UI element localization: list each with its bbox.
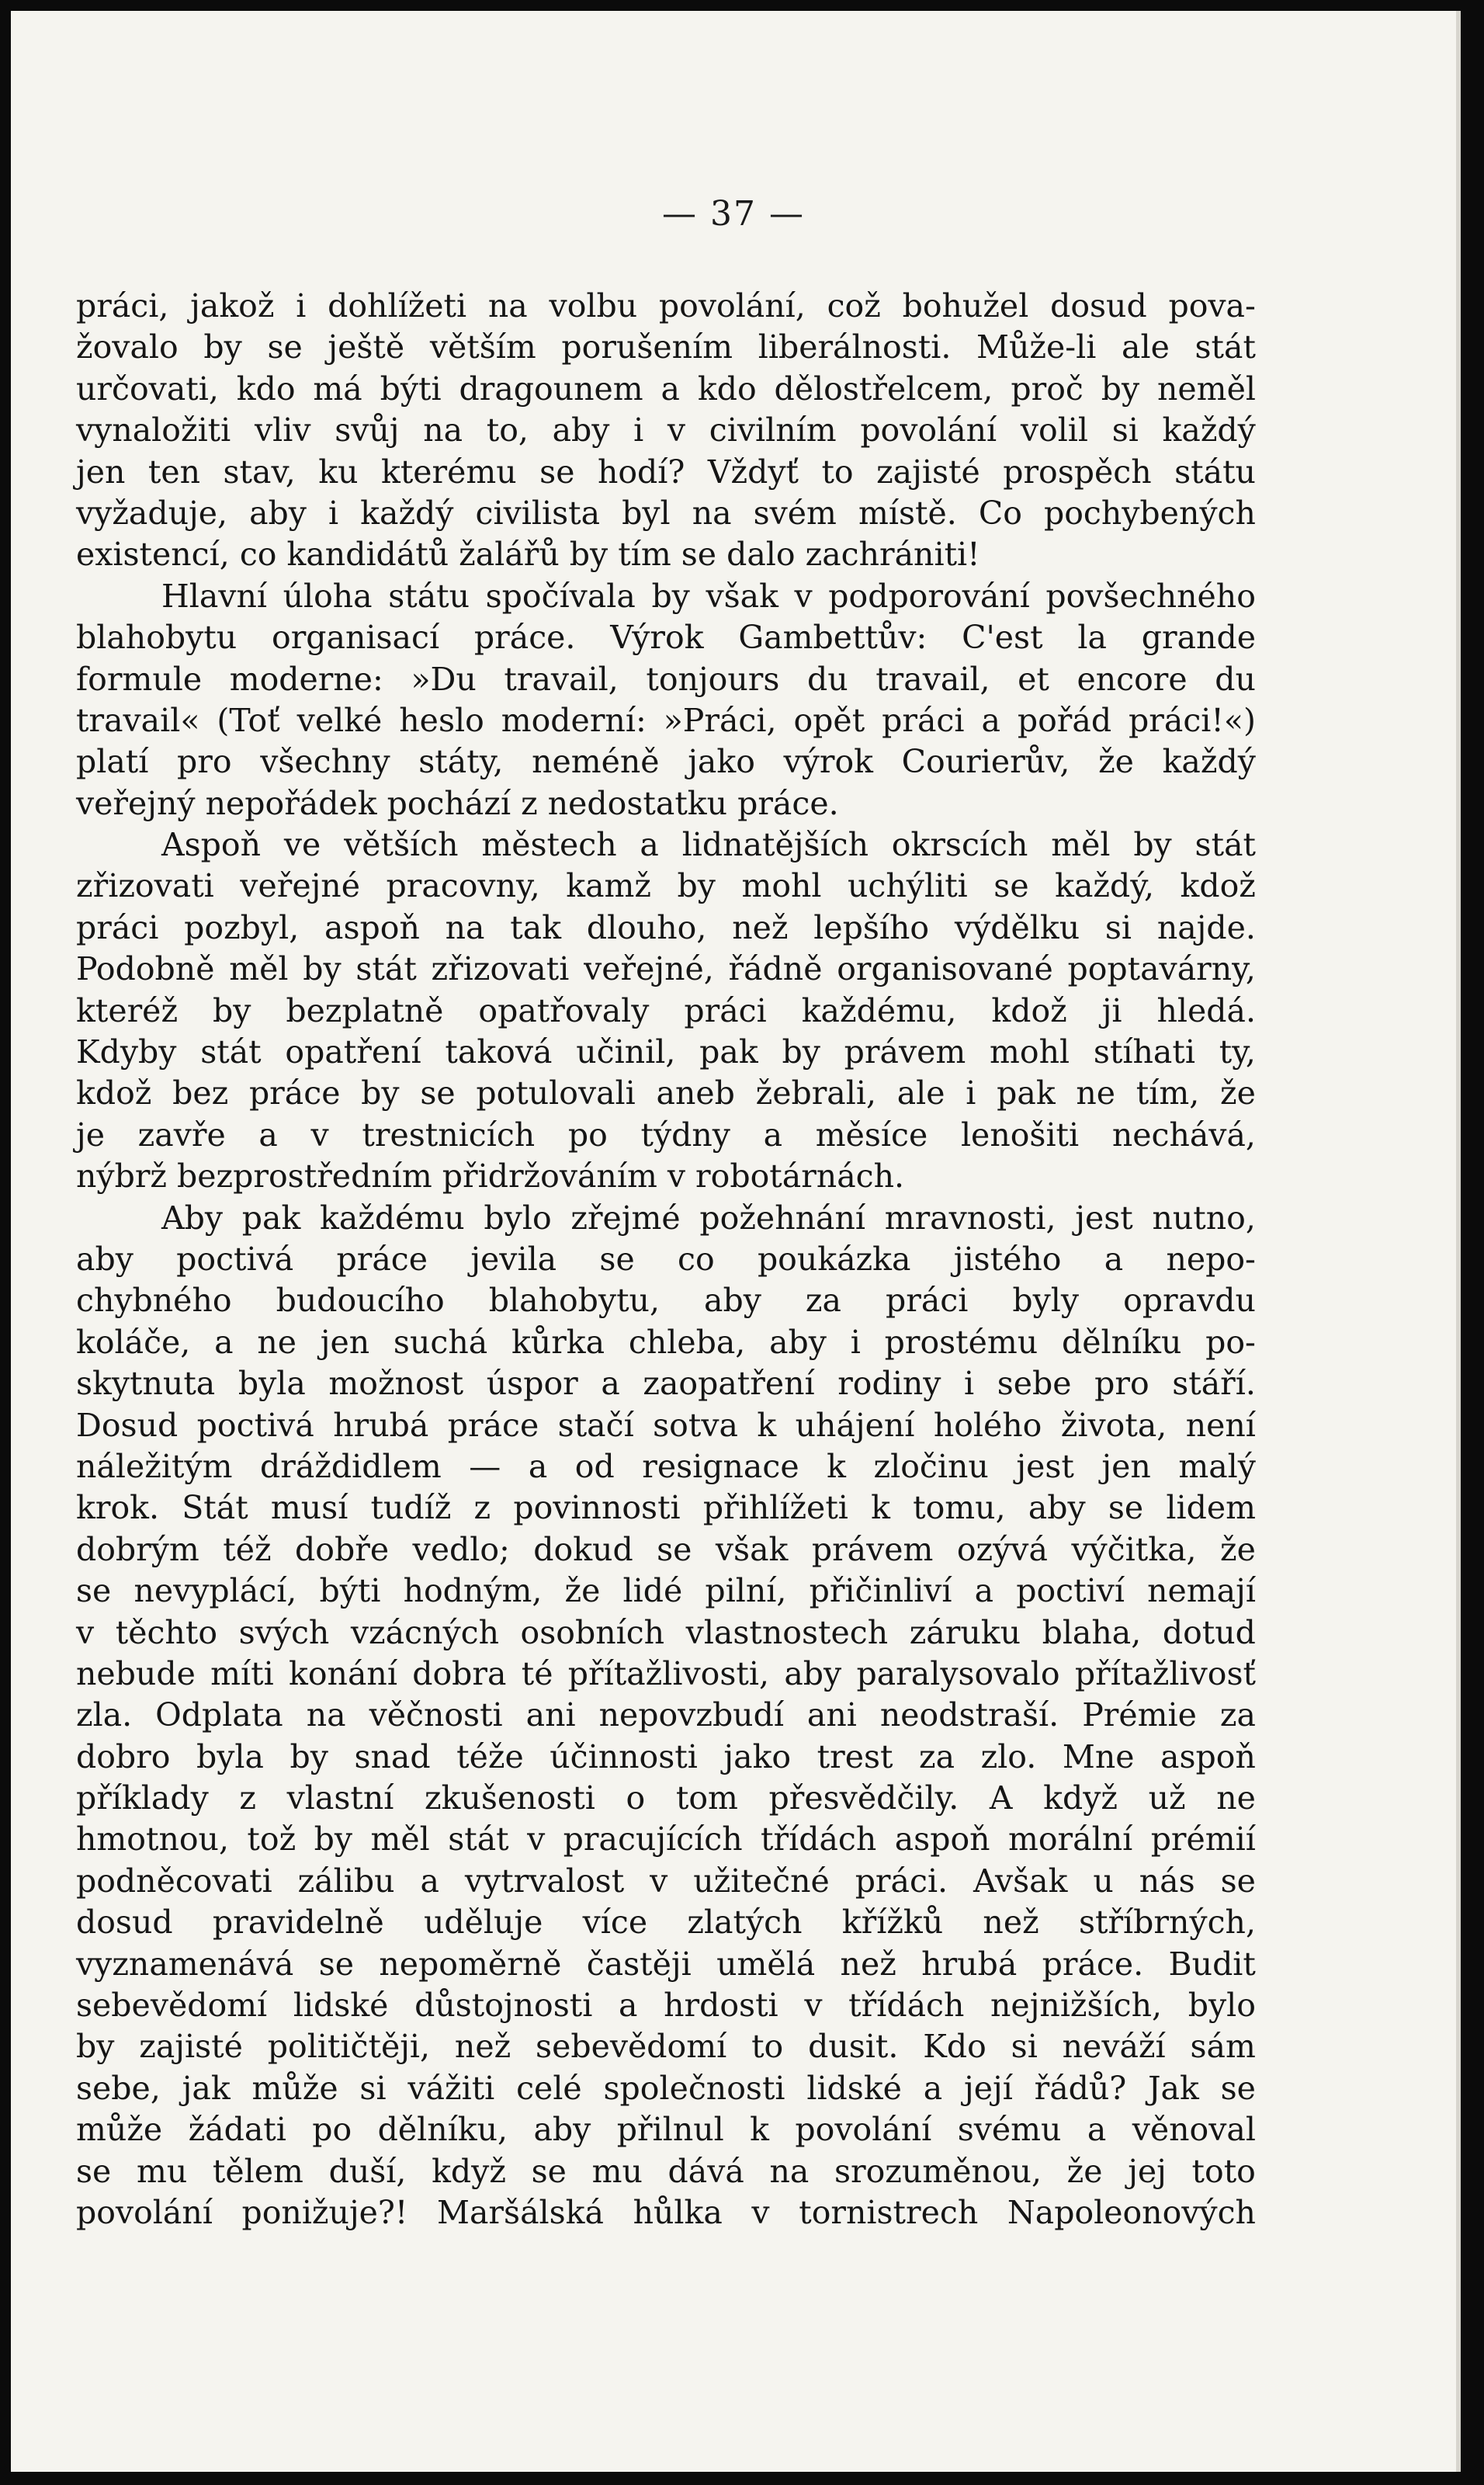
text-line: nebude míti konání dobra té přítažlivosti, aby paralysovalo přítažlivosť bbox=[76, 1654, 1256, 1692]
text-line: platí pro všechny státy, neméně jako výrok Courierův, že každý bbox=[76, 743, 1256, 781]
text-line: podněcovati zálibu a vytrvalost v užitečné práci. Avšak u nás se bbox=[76, 1862, 1256, 1900]
text-line: může žádati po dělníku, aby přilnul k povolání svému a věnoval bbox=[76, 2111, 1256, 2149]
text-line: existencí, co kandidátů žalářů by tím se dalo zachrániti! bbox=[76, 536, 980, 574]
text-line: Aby pak každému bylo zřejmé požehnání mravnosti, jest nutno, bbox=[161, 1199, 1256, 1237]
text-line: vyžaduje, aby i každý civilista byl na svém místě. Co pochybených bbox=[76, 494, 1256, 532]
text-line: je zavře a v trestnicích po týdny a měsíce lenošiti nechává, bbox=[76, 1116, 1256, 1154]
text-line: skytnuta byla možnost úspor a zaopatření rodiny i sebe pro stáří. bbox=[76, 1365, 1256, 1403]
text-line: vyznamenává se nepoměrně častěji umělá než hrubá práce. Budit bbox=[76, 1945, 1256, 1983]
text-line: Hlavní úloha státu spočívala by však v podporování povšechného bbox=[161, 577, 1256, 615]
text-line: blahobytu organisací práce. Výrok Gambettův: C'est la grande bbox=[76, 619, 1256, 657]
text-line: zla. Odplata na věčnosti ani nepovzbudí ani neodstraší. Prémie za bbox=[76, 1696, 1256, 1734]
text-line: krok. Stát musí tudíž z povinnosti přihlížeti k tomu, aby se lidem bbox=[76, 1489, 1256, 1527]
text-line: Aspoň ve větších městech a lidnatějších okrscích měl by stát bbox=[161, 826, 1256, 864]
text-line: Podobně měl by stát zřizovati veřejné, řádně organisované poptavárny, bbox=[76, 950, 1256, 988]
text-line: sebevědomí lidské důstojnosti a hrdosti v třídách nejnižších, bylo bbox=[76, 1987, 1256, 2025]
text-line: jen ten stav, ku kterému se hodí? Vždyť to zajisté prospěch státu bbox=[76, 453, 1256, 491]
text-line: kdož bez práce by se potulovali aneb žebrali, ale i pak ne tím, že bbox=[76, 1074, 1256, 1112]
text-line: se nevyplácí, býti hodným, že lidé pilní, přičinliví a poctiví nemají bbox=[76, 1572, 1256, 1610]
text-line: vynaložiti vliv svůj na to, aby i v civilním povolání volil si každý bbox=[76, 411, 1256, 449]
page-number: — 37 — bbox=[662, 194, 805, 234]
text-line: Kdyby stát opatření taková učinil, pak by právem mohl stíhati ty, bbox=[76, 1033, 1256, 1071]
text-line: povolání ponižuje?! Maršálská hůlka v tornistrech Napoleonových bbox=[76, 2193, 1256, 2231]
text-line: příklady z vlastní zkušenosti o tom přesvědčily. A když už ne bbox=[76, 1779, 1256, 1817]
text-line: sebe, jak může si vážiti celé společnosti lidské a její řádů? Jak se bbox=[76, 2069, 1256, 2107]
text-line: aby poctivá práce jevila se co poukázka jistého a nepo- bbox=[76, 1240, 1256, 1278]
text-line: koláče, a ne jen suchá kůrka chleba, aby i prostému dělníku po- bbox=[76, 1323, 1256, 1361]
text-line: určovati, kdo má býti dragounem a kdo dělostřelcem, proč by neměl bbox=[76, 370, 1256, 408]
text-line: dobrým též dobře vedlo; dokud se však právem ozývá výčitka, že bbox=[76, 1530, 1256, 1568]
text-line: náležitým dráždidlem — a od resignace k zločinu jest jen malý bbox=[76, 1447, 1256, 1485]
book-page bbox=[11, 11, 1461, 2472]
text-line: práci, jakož i dohlížeti na volbu povolání, což bohužel dosud pova- bbox=[76, 287, 1256, 325]
text-line: Dosud poctivá hrubá práce stačí sotva k uhájení holého života, není bbox=[76, 1406, 1256, 1444]
text-line: hmotnou, tož by měl stát v pracujících třídách aspoň morální prémií bbox=[76, 1820, 1256, 1859]
body-text bbox=[76, 286, 1256, 2233]
text-line: se mu tělem duší, když se mu dává na srozuměnou, že jej toto bbox=[76, 2152, 1256, 2190]
text-line: travail« (Toť velké heslo moderní: »Práci, opět práci a pořád práci!«) bbox=[76, 701, 1256, 739]
text-line: v těchto svých vzácných osobních vlastnostech záruku blaha, dotud bbox=[76, 1613, 1256, 1651]
text-line: zřizovati veřejné pracovny, kamž by mohl uchýliti se každý, kdož bbox=[76, 867, 1256, 905]
text-line: dosud pravidelně uděluje více zlatých křížků než stříbrných, bbox=[76, 1904, 1256, 1942]
text-line: chybného budoucího blahobytu, aby za práci byly opravdu bbox=[76, 1282, 1256, 1320]
text-line: formule moderne: »Du travail, tonjours du travail, et encore du bbox=[76, 660, 1256, 698]
text-line: nýbrž bezprostředním přidržováním v robotárnách. bbox=[76, 1157, 905, 1196]
text-line: práci pozbyl, aspoň na tak dlouho, než lepšího výdělku si najde. bbox=[76, 908, 1256, 946]
text-line: dobro byla by snad téže účinnosti jako trest za zlo. Mne aspoň bbox=[76, 1737, 1256, 1775]
text-line: veřejný nepořádek pochází z nedostatku práce. bbox=[76, 784, 839, 822]
text-line: kteréž by bezplatně opatřovaly práci každému, kdož ji hledá. bbox=[76, 991, 1256, 1029]
text-line: by zajisté političtěji, než sebevědomí to dusit. Kdo si neváží sám bbox=[76, 2028, 1256, 2066]
text-line: žovalo by se ještě větším porušením liberálnosti. Může-li ale stát bbox=[76, 328, 1256, 366]
